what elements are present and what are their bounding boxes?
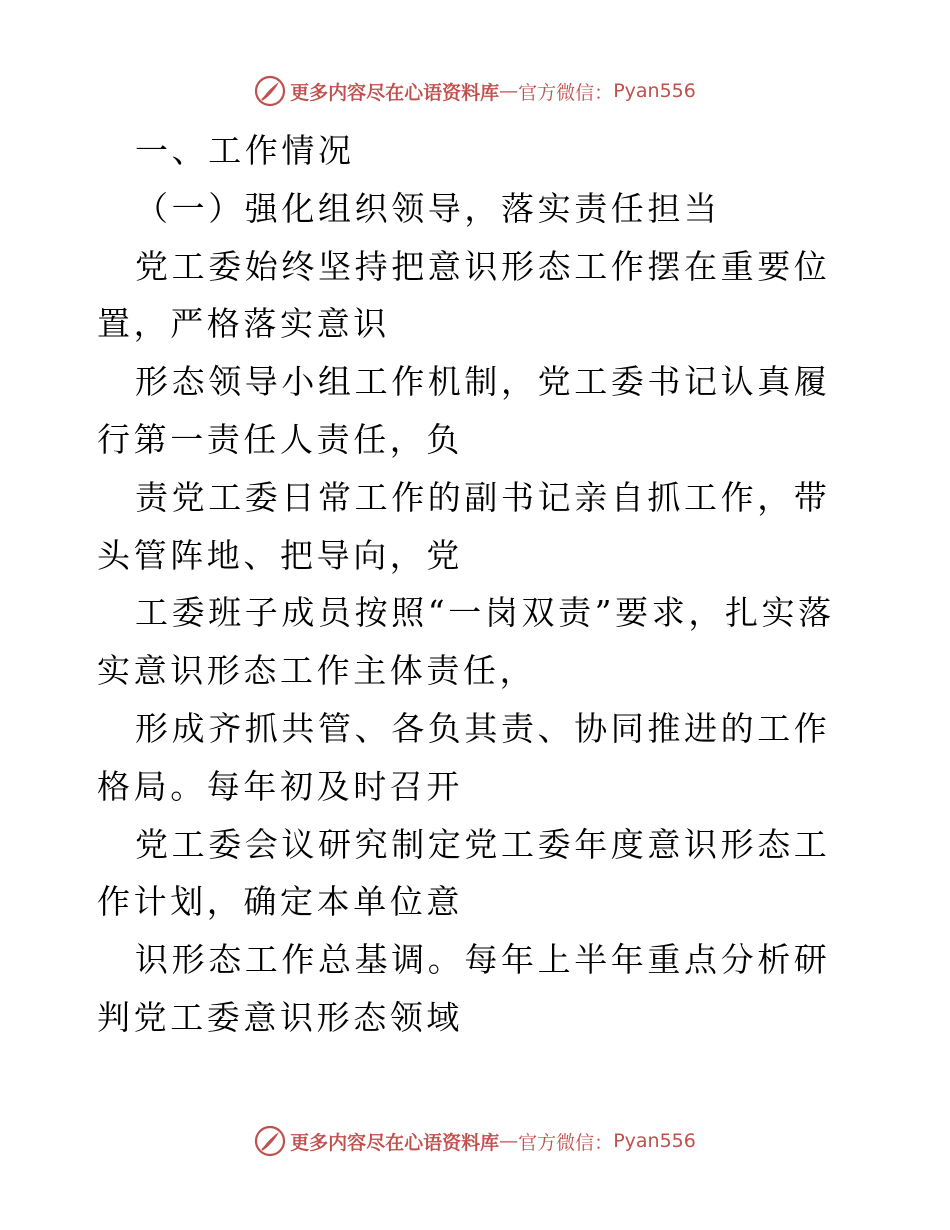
watermark-wechat-label: 官方微信： [518,81,614,104]
document-body [97,122,857,1047]
body-paragraph: 党工委会议研究制定党工委年度意识形态工作计划，确定本单位意 [97,824,831,922]
body-paragraph: 识形态工作总基调。每年上半年重点分析研判党工委意识形态领域 [97,940,831,1037]
header-watermark [0,71,950,111]
watermark-main-text: 更多内容尽在心语资料库 [290,1131,500,1154]
subsection-heading: （一）强化组织领导，落实责任担当 [135,188,721,228]
watermark-wechat-label: 官方微信： [518,1131,614,1154]
watermark-wechat-id: Pyan556 [613,1130,696,1152]
watermark-dash: — [499,80,519,102]
watermark-dash: — [499,1130,519,1152]
quill-logo-icon [254,1125,286,1157]
body-paragraph: 形成齐抓共管、各负其责、协同推进的工作格局。每年初及时召开 [97,708,831,806]
quill-logo-icon [254,75,286,107]
watermark-wechat-id: Pyan556 [613,80,696,102]
body-paragraph: 工委班子成员按照“一岗双责”要求，扎实落实意识形态工作主体责任， [97,593,835,691]
section-heading: 一、工作情况 [135,131,355,170]
body-paragraph: 形态领导小组工作机制，党工委书记认真履行第一责任人责任，负 [97,362,831,459]
watermark-main-text: 更多内容尽在心语资料库 [290,81,500,104]
body-paragraph: 党工委始终坚持把意识形态工作摆在重要位置，严格落实意识 [97,246,831,344]
body-paragraph: 责党工委日常工作的副书记亲自抓工作，带头管阵地、把导向，党 [97,477,831,575]
footer-watermark [0,1121,950,1161]
